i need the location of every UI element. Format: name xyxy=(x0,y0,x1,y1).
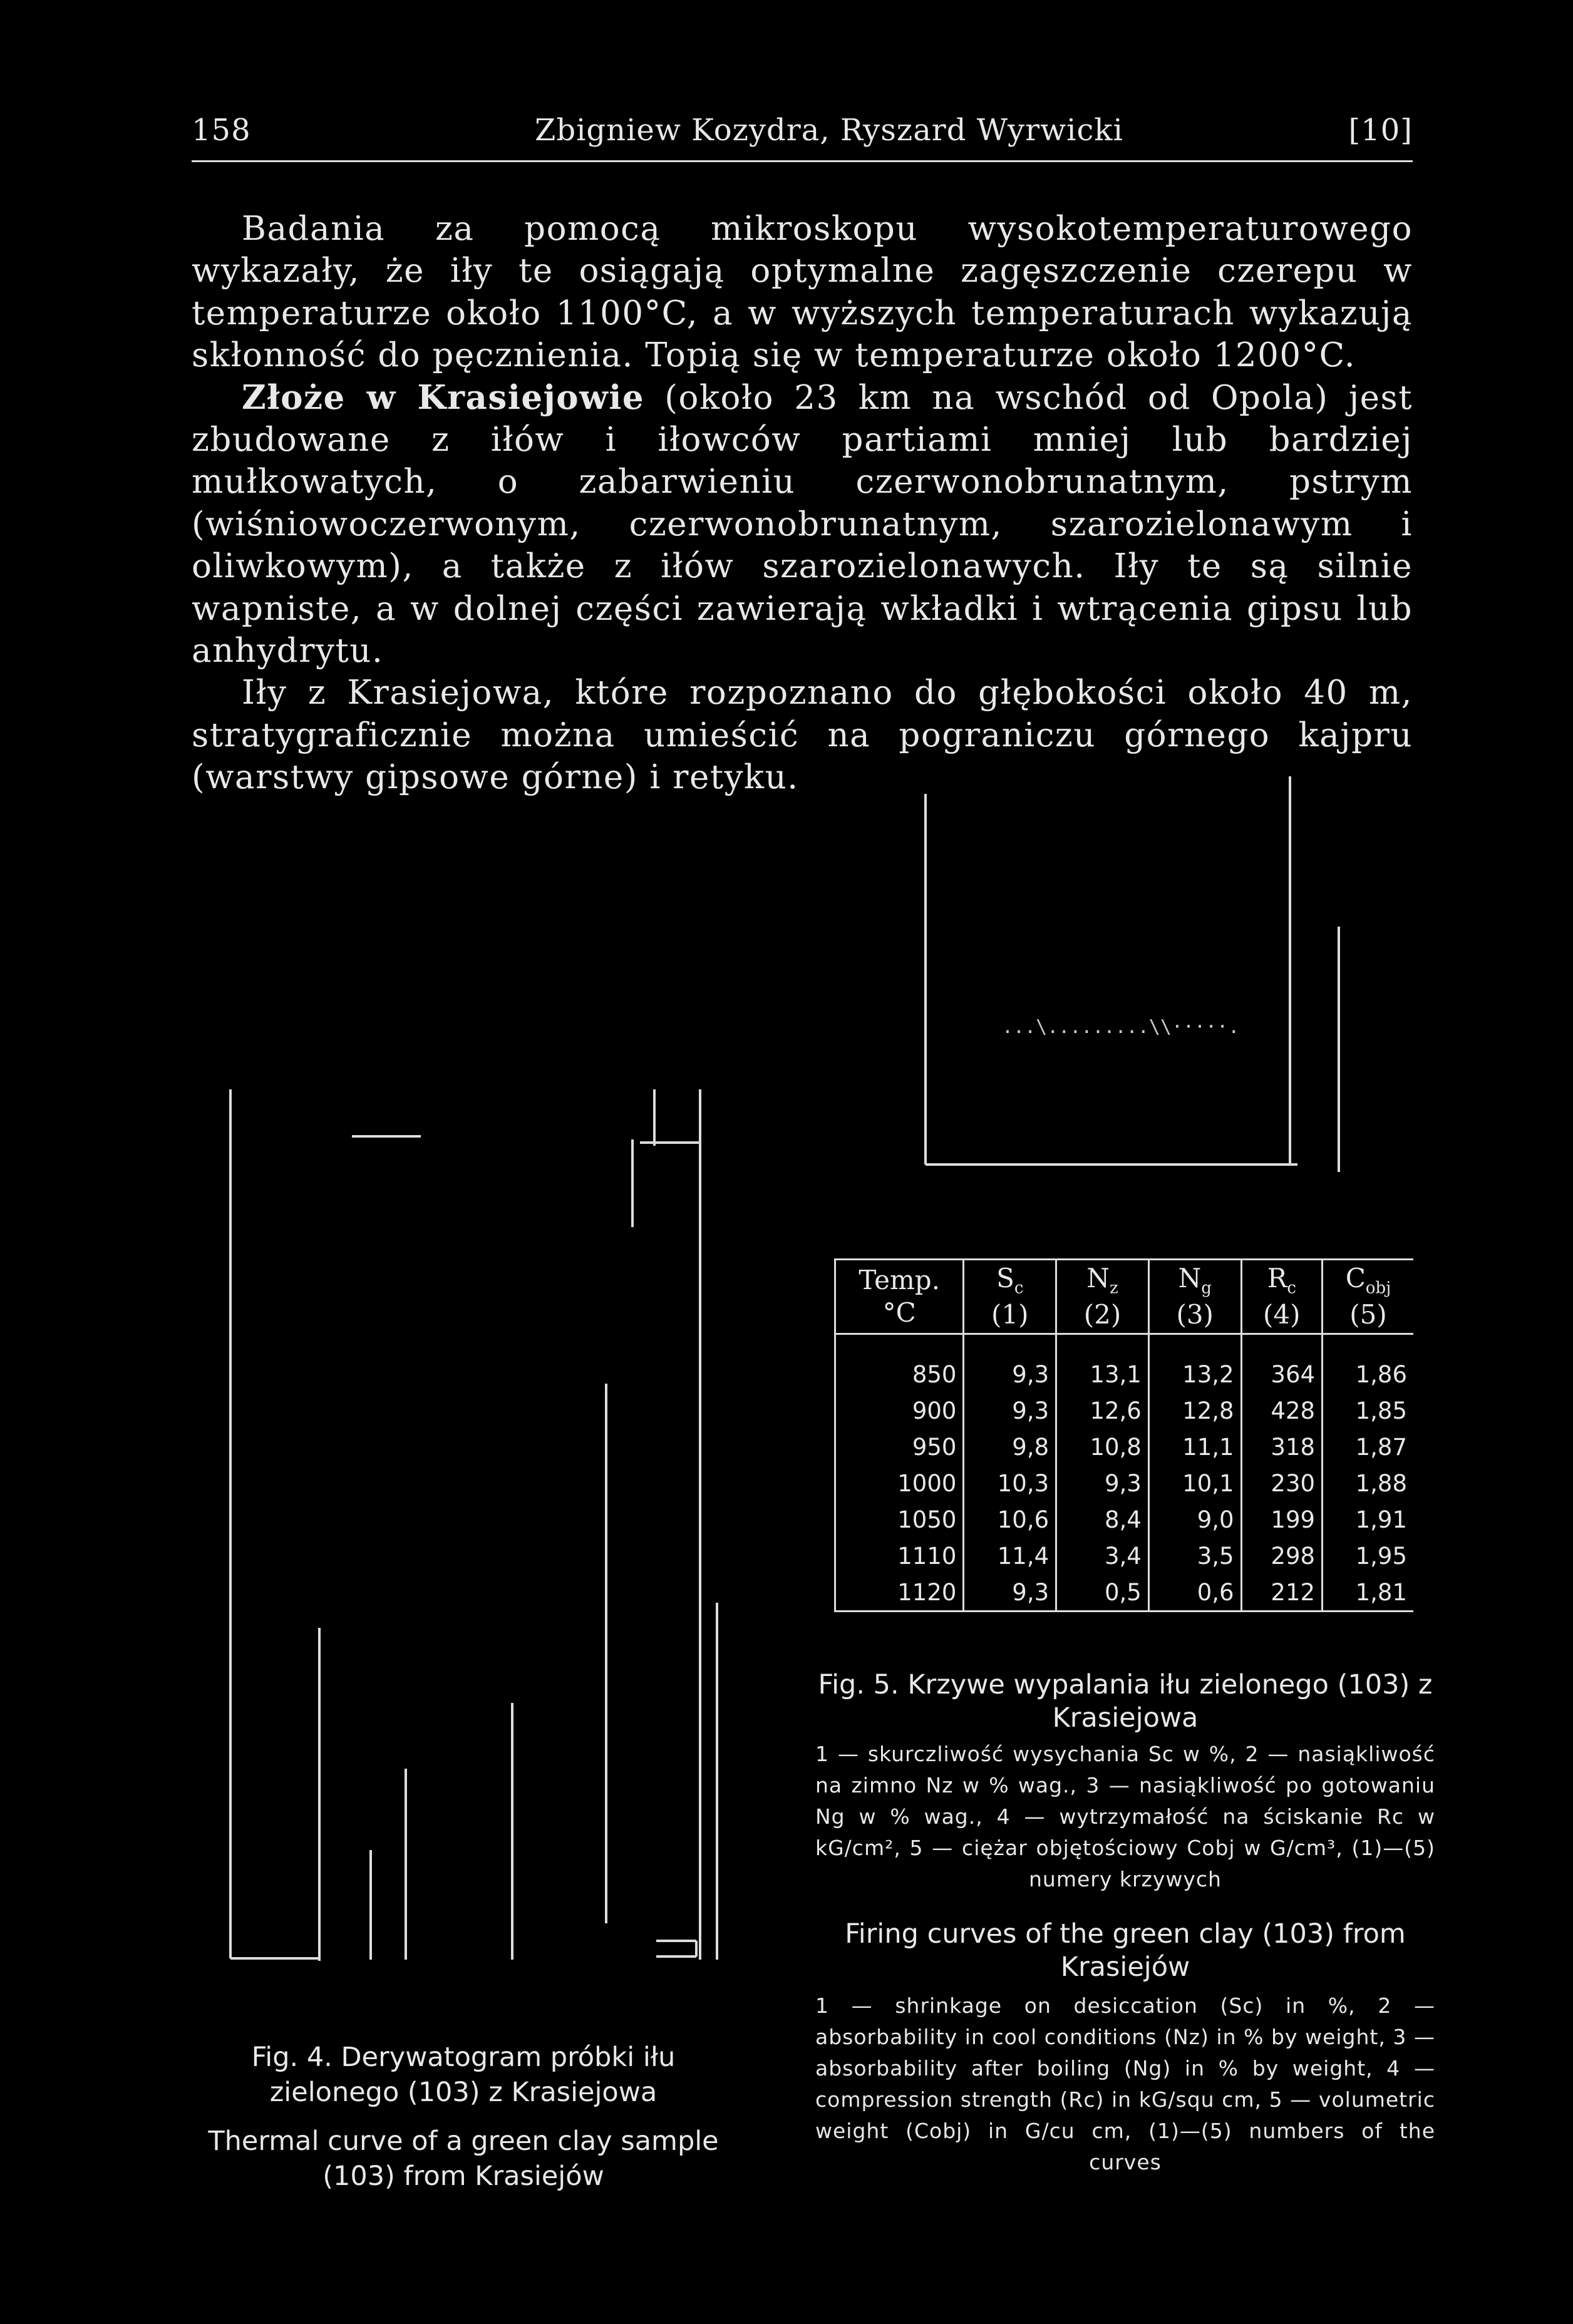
cell: 1110 xyxy=(835,1538,964,1574)
table-row xyxy=(835,1538,1414,1574)
fig5-caption-title-en: Firing curves of the green clay (103) from Krasiejów xyxy=(845,1918,1406,1983)
cell: 1120 xyxy=(835,1574,964,1612)
fig4-caption xyxy=(188,2040,739,2194)
cell: 3,5 xyxy=(1148,1538,1241,1574)
fig4-caption-en: Thermal curve of a green clay sample (103) from Krasiejów xyxy=(208,2126,719,2192)
cell: 900 xyxy=(835,1392,964,1429)
header-ng: $N_g$ (3) xyxy=(1148,1260,1241,1334)
cell: 9,3 xyxy=(1056,1465,1149,1501)
header-cobj: $C_{obj}$ (5) xyxy=(1323,1260,1413,1334)
cell: 318 xyxy=(1241,1429,1322,1465)
fig5-caption-desc-pl: 1 — skurczliwość wysychania Sc w %, 2 — nasiąkliwość na zimno Nz w % wag., 3 — nasiąkliwość po gotowaniu Ng w % wag., 4 — wytrzymałość na ściskanie Rc w kG/cm², 5 — ciężar objętościowy Cobj w G/cm³, (1)—(5) numery krzywych xyxy=(815,1742,1435,1891)
paragraph-3: Iły z Krasiejowa, które rozpoznano do głębokości około 40 m, stratygraficznie można umieścić na pograniczu górnego kajpru (warstwy gipsowe górne) i retyku. xyxy=(192,674,1413,797)
table-row xyxy=(835,1574,1414,1612)
fig5-data-table xyxy=(834,1258,1413,1612)
cell: 13,1 xyxy=(1056,1334,1149,1393)
cell: 199 xyxy=(1241,1501,1322,1538)
cell: 1,95 xyxy=(1323,1538,1413,1574)
table-row xyxy=(835,1465,1414,1501)
cell: 3,4 xyxy=(1056,1538,1149,1574)
cell: 1000 xyxy=(835,1465,964,1501)
cell: 9,0 xyxy=(1148,1501,1241,1538)
cell: 1050 xyxy=(835,1501,964,1538)
cell: 1,85 xyxy=(1323,1392,1413,1429)
header-nz: $N_z$ (2) xyxy=(1056,1260,1149,1334)
fig5-caption xyxy=(815,1668,1435,2178)
fig5-caption-title-pl: Fig. 5. Krzywe wypalania iłu zielonego (103) z Krasiejowa xyxy=(818,1669,1433,1734)
cell: 1,87 xyxy=(1323,1429,1413,1465)
cell: 1,81 xyxy=(1323,1574,1413,1612)
cell: 850 xyxy=(835,1334,964,1393)
paragraph-1: Badania za pomocą mikroskopu wysokotemperaturowego wykazały, że iły te osiągają optymalne zagęszczenie czerepu w temperaturze około 1100°C, a w wyższych temperaturach wykazują skłonność do pęcznienia. Topią się w temperaturze około 1200°C. xyxy=(192,210,1413,375)
cell: 12,8 xyxy=(1148,1392,1241,1429)
cell: 212 xyxy=(1241,1574,1322,1612)
deposit-heading: Złoże w Krasiejowie xyxy=(242,378,645,417)
cell: 9,3 xyxy=(964,1392,1056,1429)
cell: 1,88 xyxy=(1323,1465,1413,1501)
cell: 428 xyxy=(1241,1392,1322,1429)
cell: 10,1 xyxy=(1148,1465,1241,1501)
cell: 1,91 xyxy=(1323,1501,1413,1538)
cell: 10,8 xyxy=(1056,1429,1149,1465)
table-row xyxy=(835,1334,1414,1393)
cell: 12,6 xyxy=(1056,1392,1149,1429)
table-header-row xyxy=(835,1260,1414,1334)
cell: 11,4 xyxy=(964,1538,1056,1574)
fig4-caption-pl: Fig. 4. Derywatogram próbki iłu zielonego (103) z Krasiejowa xyxy=(251,2042,676,2108)
running-head-authors: Zbigniew Kozydra, Ryszard Wyrwicki xyxy=(535,113,1123,148)
paragraph-2-text: (około 23 km na wschód od Opola) jest zbudowane z iłów i iłowców partiami mniej lub bardziej mułkowatych, o zabarwieniu czerwonobrunatnym, pstrym (wiśniowoczerwonym, czerwonobrunatnym, szarozielonawym i oliwkowym), a także z iłów szarozielonawych. Iły te są silnie wapniste, a w dolnej części zawierają wkładki i wtrącenia gipsu lub anhydrytu. xyxy=(192,378,1413,671)
cell: 364 xyxy=(1241,1334,1322,1393)
table-row xyxy=(835,1392,1414,1429)
cell: 9,3 xyxy=(964,1574,1056,1612)
cell: 9,3 xyxy=(964,1334,1056,1393)
cell: 11,1 xyxy=(1148,1429,1241,1465)
cell: 10,6 xyxy=(964,1501,1056,1538)
cell: 8,4 xyxy=(1056,1501,1149,1538)
page-number: 158 xyxy=(192,113,251,148)
cell: 0,6 xyxy=(1148,1574,1241,1612)
fig4-derivatogram xyxy=(230,1089,717,1961)
cell: 0,5 xyxy=(1056,1574,1149,1612)
cell: 230 xyxy=(1241,1465,1322,1501)
cell: 9,8 xyxy=(964,1429,1056,1465)
fig5-chart-frame xyxy=(926,776,1339,1172)
table-row xyxy=(835,1501,1414,1538)
section-number: [10] xyxy=(1348,113,1413,148)
cell: 298 xyxy=(1241,1538,1322,1574)
cell: 950 xyxy=(835,1429,964,1465)
header-temp: Temp. °C xyxy=(835,1260,964,1334)
header-rc: $R_c$ (4) xyxy=(1241,1260,1322,1334)
fig5-curve-dots: ...\.........\\·····. xyxy=(1002,1016,1240,1038)
cell: 13,2 xyxy=(1148,1334,1241,1393)
cell: 1,86 xyxy=(1323,1334,1413,1393)
header-sc: $S_c$ (1) xyxy=(964,1260,1056,1334)
table-row xyxy=(835,1429,1414,1465)
cell: 10,3 xyxy=(964,1465,1056,1501)
fig5-caption-desc-en: 1 — shrinkage on desiccation (Sc) in %, 2 — absorbability in cool conditions (Nz) in % by weight, 3 — absorbability after boiling (Ng) in % by weight, 4 — compression strength (Rc) in kG/squ cm, 5 — volumetric weight (Cobj) in G/cu cm, (1)—(5) numbers of the curves xyxy=(815,1993,1435,2174)
